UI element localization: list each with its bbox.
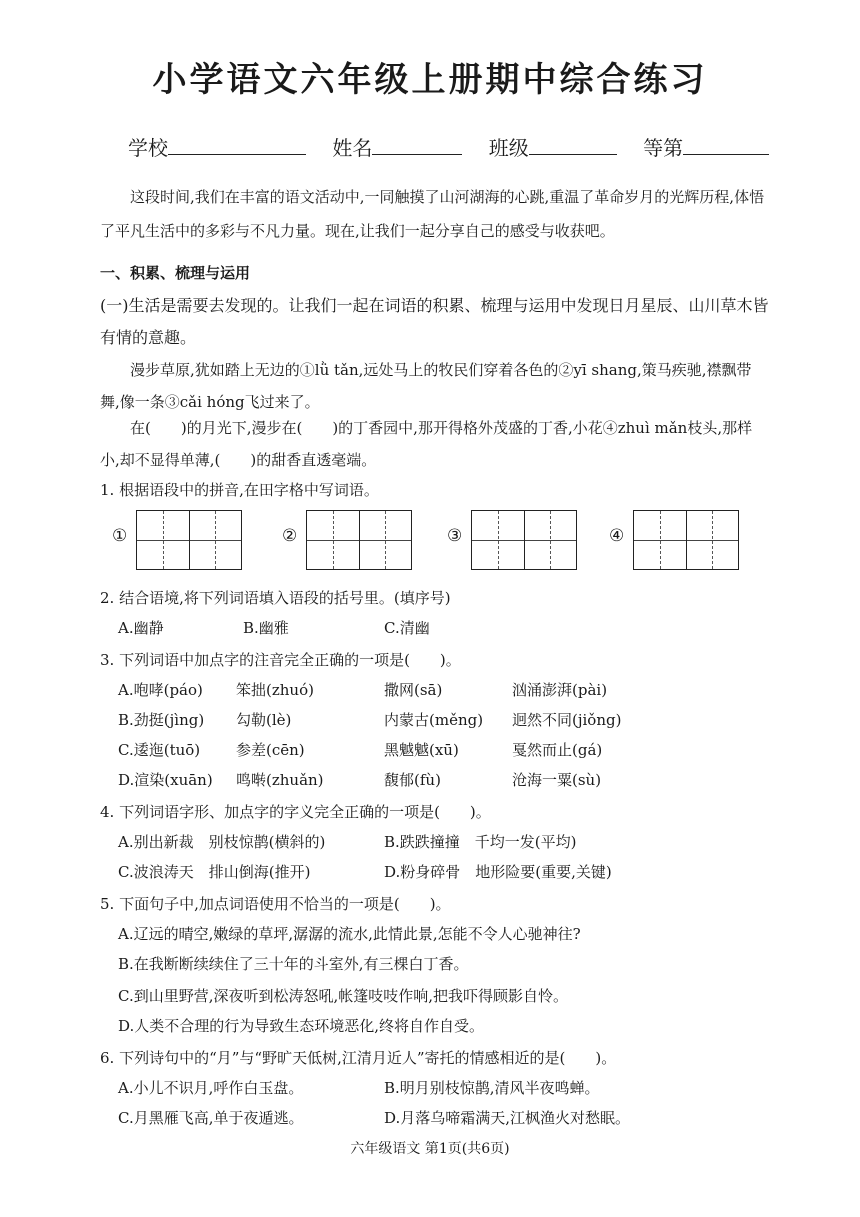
q5-option-c: C.到山里野营,深夜听到松涛怒吼,帐篷吱吱作响,把我吓得顾影自怜。 [118,987,569,1005]
q2-option-c: C.清幽 [384,619,430,637]
q4-option-b: B.跌跌撞撞 千均一发(平均) [384,833,577,851]
q3-d-1: D.渲染(xuān) [118,771,213,789]
q3-c-3: 黑魆魆(xū) [384,741,459,759]
q3-d-2: 鸣啭(zhuǎn) [236,771,324,789]
school-blank[interactable] [168,136,306,155]
class-label: 班级 [488,136,529,160]
section-heading: 一、积累、梳理与运用 [100,264,251,282]
q2-option-b: B.幽雅 [243,619,289,637]
q3-d-3: 馥郁(fù) [384,771,441,789]
page-footer: 六年级语文 第1页(共6页) [350,1141,510,1157]
tianzige-box[interactable] [633,510,739,570]
name-label: 姓名 [332,136,373,160]
q3-d-4: 沧海一粟(sù) [512,771,602,789]
tianzige-box[interactable] [471,510,577,570]
intro-paragraph: 这段时间,我们在丰富的语文活动中,一同触摸了山河湖海的心跳,重温了革命岁月的光辉历程,体悟了平凡生活中的多彩与不凡力量。现在,让我们一起分享自己的感受与收获吧。 [100,188,765,240]
grid-number: ③ [447,526,463,546]
q3-c-4: 戛然而止(gá) [512,741,603,759]
question-5-stem: 5. 下面句子中,加点词语使用不恰当的一项是( )。 [100,895,451,913]
q3-a-4: 汹涌澎湃(pài) [512,681,608,699]
q6-option-b: B.明月别枝惊鹊,清风半夜鸣蝉。 [384,1079,600,1097]
class-blank[interactable] [529,136,617,155]
q6-option-a: A.小儿不识月,呼作白玉盘。 [118,1079,304,1097]
q3-a-1: A.咆哮(páo) [118,681,203,699]
grid-number: ④ [609,526,625,546]
question-6-stem: 6. 下列诗句中的“月”与“野旷天低树,江清月近人”寄托的情感相近的是( )。 [100,1049,617,1067]
grid-number: ① [112,526,128,546]
student-info-row [128,132,769,161]
q5-option-d: D.人类不合理的行为导致生态环境恶化,终将自作自受。 [118,1017,485,1035]
question-1-stem: 1. 根据语段中的拼音,在田字格中写词语。 [100,481,379,499]
passage-paragraph-1: 漫步草原,犹如踏上无边的①lǜ tǎn,远处马上的牧民们穿着各色的②yī shang,策马疾驰,襟飘带舞,像一条③cǎi hóng飞过来了。 [100,361,752,411]
q4-option-d: D.粉身碎骨 地形险要(重要,关键) [384,863,612,881]
q6-option-c: C.月黑雁飞高,单于夜遁逃。 [118,1109,304,1127]
page-title: 小学语文六年级上册期中综合练习 [152,60,708,100]
school-label: 学校 [128,136,168,160]
q3-a-2: 笨拙(zhuó) [236,681,314,699]
q3-b-4: 迥然不同(jiǒng) [512,711,622,729]
q3-c-2: 参差(cēn) [236,741,305,759]
grade-blank[interactable] [683,136,769,155]
tianzige-box[interactable] [306,510,412,570]
grade-label: 等第 [643,136,684,160]
q5-option-b: B.在我断断续续住了三十年的斗室外,有三棵白丁香。 [118,955,469,973]
q3-a-3: 撒网(sā) [384,681,443,699]
question-3-stem: 3. 下列词语中加点字的注音完全正确的一项是( )。 [100,651,461,669]
q3-b-1: B.劲挺(jìng) [118,711,205,729]
q3-c-1: C.逶迤(tuō) [118,741,201,759]
grid-number: ② [282,526,298,546]
tianzige-box[interactable] [136,510,242,570]
q2-option-a: A.幽静 [118,619,164,637]
question-4-stem: 4. 下列词语字形、加点字的字义完全正确的一项是( )。 [100,803,491,821]
tianzige-grid-row [112,510,772,570]
q3-b-2: 勾勒(lè) [236,711,292,729]
name-blank[interactable] [372,136,462,155]
q5-option-a: A.辽远的晴空,嫩绿的草坪,潺潺的流水,此情此景,怎能不令人心驰神往? [118,925,581,943]
q3-b-3: 内蒙古(měng) [384,711,484,729]
q4-option-a: A.别出新裁 别枝惊鹊(横斜的) [118,833,326,851]
question-2-stem: 2. 结合语境,将下列词语填入语段的括号里。(填序号) [100,589,451,607]
section-subheading: (一)生活是需要去发现的。让我们一起在词语的积累、梳理与运用中发现日月星辰、山川草木皆有情的意趣。 [100,296,769,347]
q6-option-d: D.月落乌啼霜满天,江枫渔火对愁眠。 [384,1109,631,1127]
q4-option-c: C.波浪涛天 排山倒海(推开) [118,863,311,881]
passage-paragraph-2: 在( )的月光下,漫步在( )的丁香园中,那开得格外茂盛的丁香,小花④zhuì mǎn枝头,那样小,却不显得单薄,( )的甜香直透毫端。 [100,419,753,469]
